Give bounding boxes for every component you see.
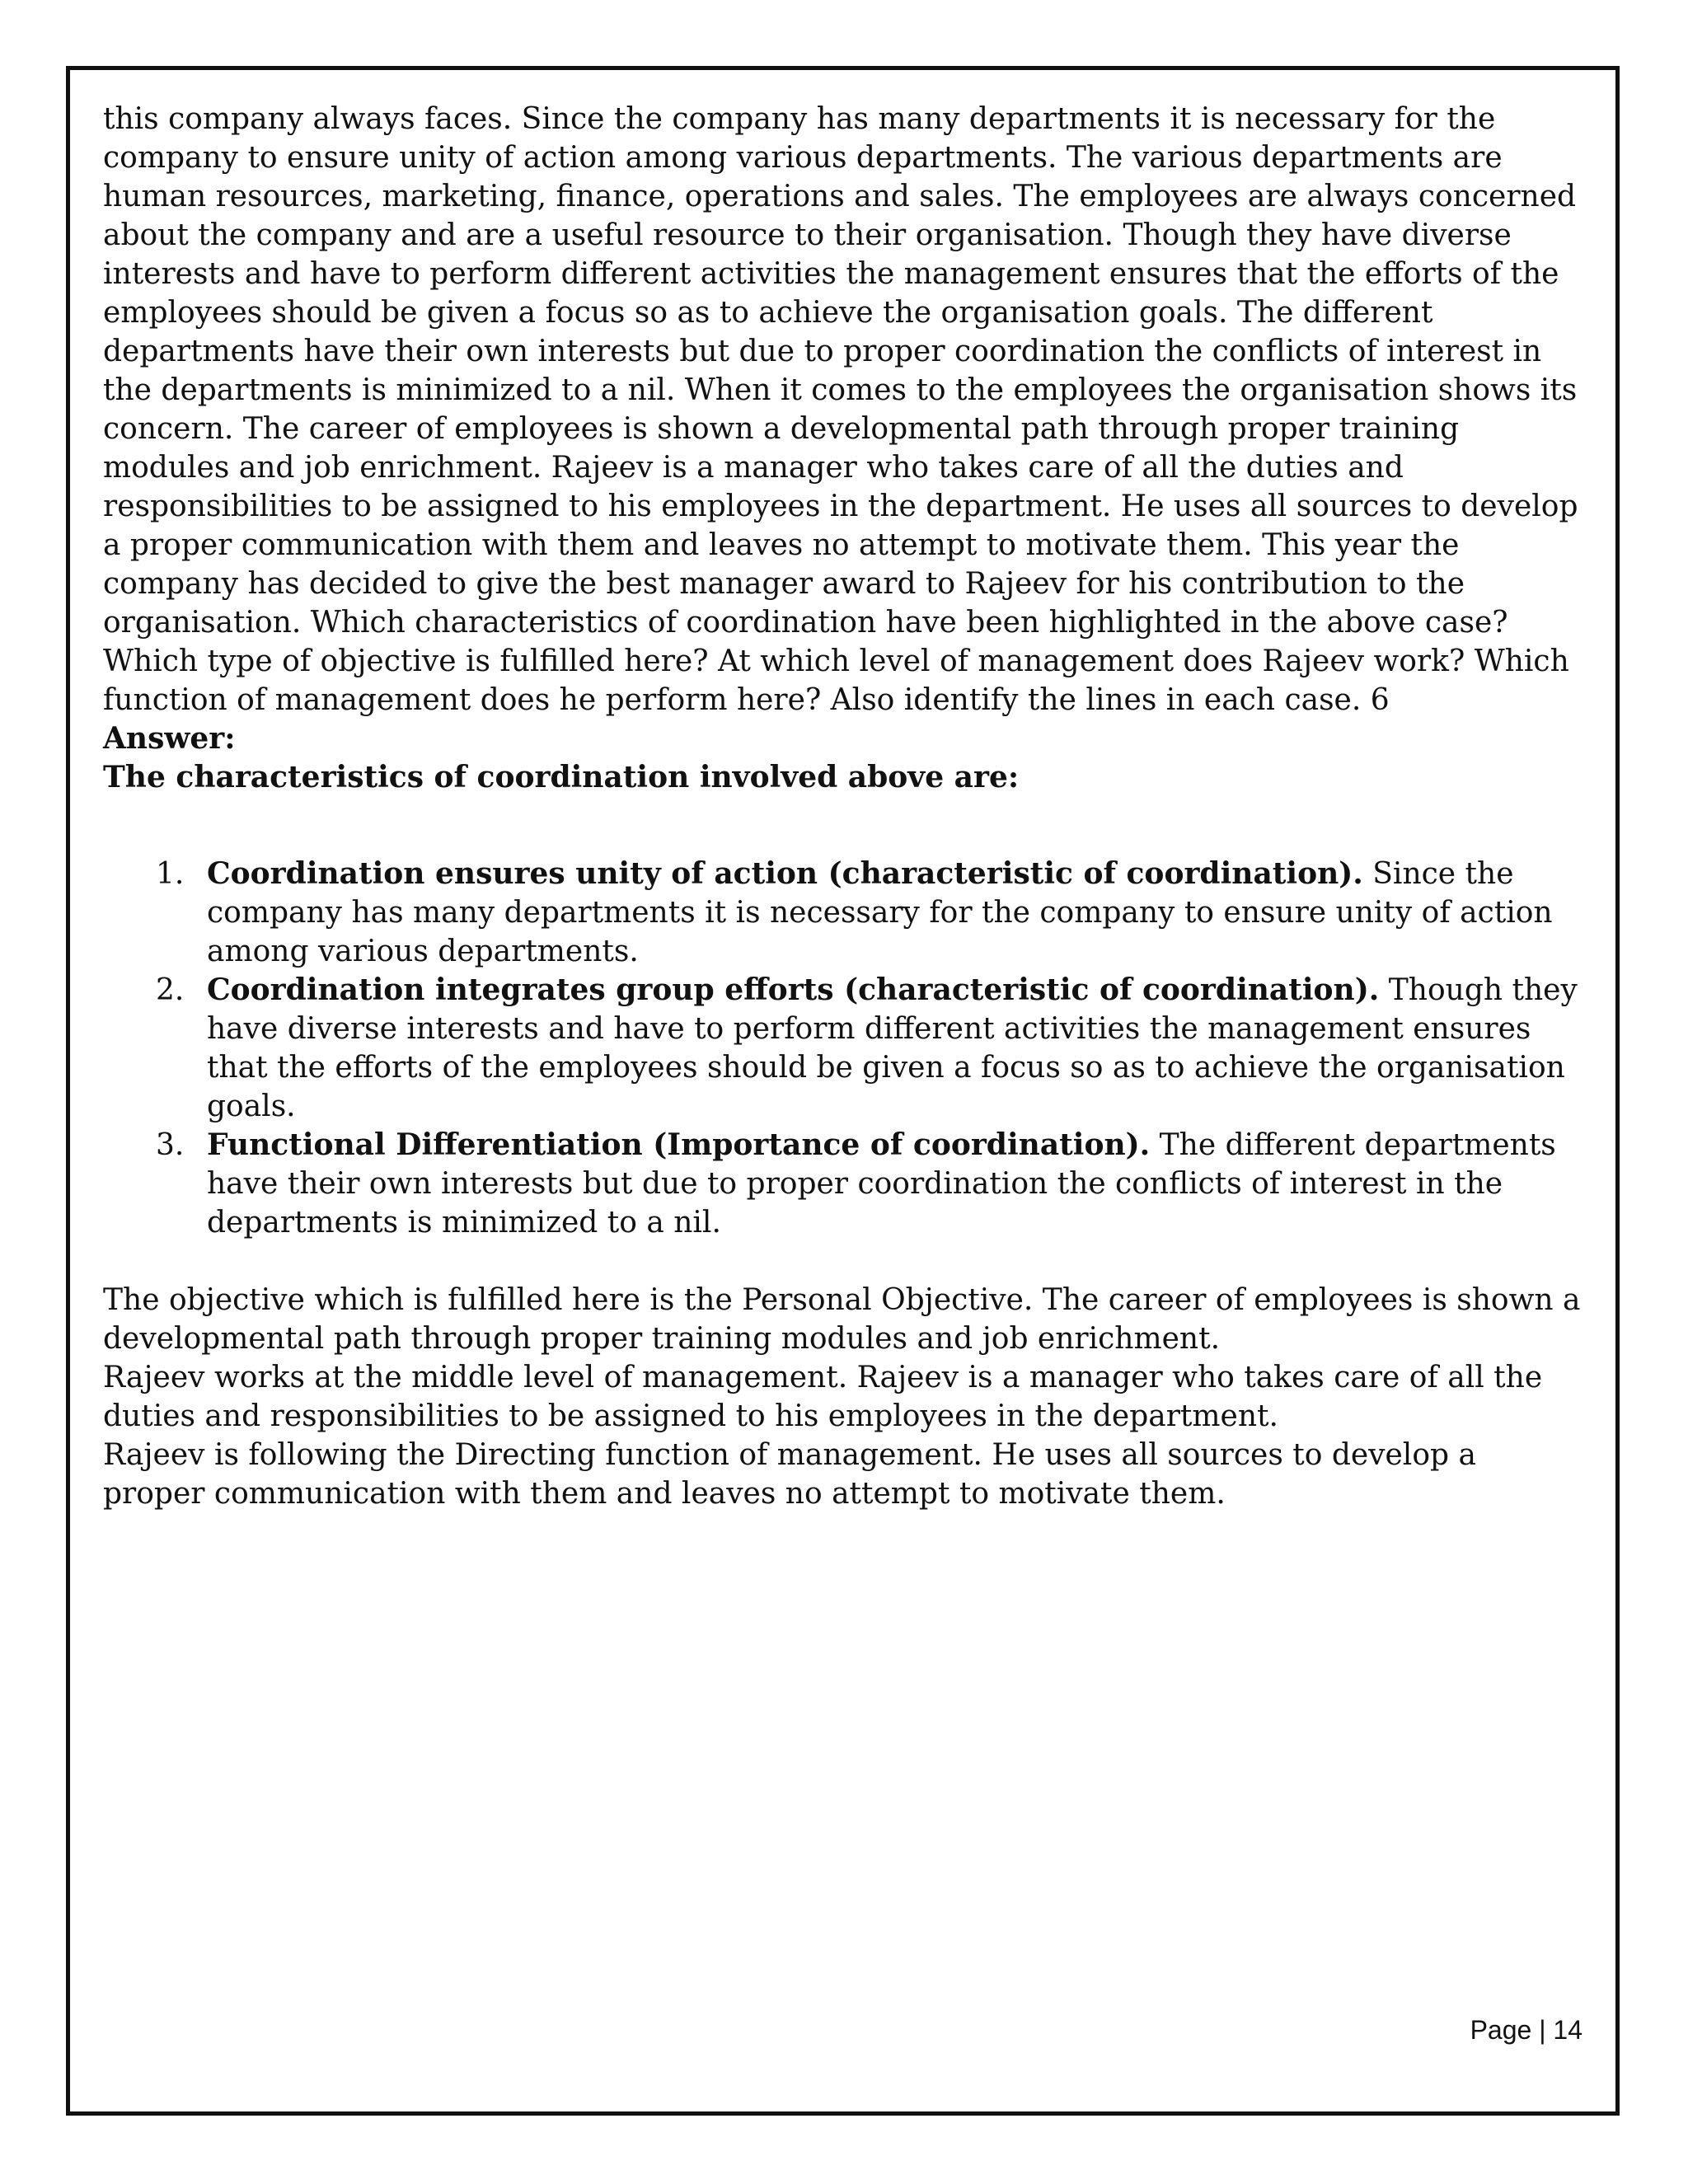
list-item-text: Since the company has many departments it is necessary for the company to ensure unity of action among various departments. <box>207 857 1553 968</box>
objective-paragraph: The objective which is fulfilled here is the Personal Objective. The career of employees is shown a developmental path through proper training modules and job enrichment. <box>103 1283 1581 1356</box>
list-item-bold: Functional Differentiation (Importance of coordination). <box>207 1127 1151 1162</box>
list-item <box>103 971 1587 1126</box>
answer-label: Answer: <box>103 721 236 756</box>
function-paragraph: Rajeev is following the Directing function of management. He uses all sources to develop a proper communication with them and leaves no attempt to motivate them. <box>103 1438 1476 1511</box>
list-item-text: Though they have diverse interests and have to perform different activities the management ensures that the efforts of the employees should be given a focus so as to achieve the organisation goals. <box>207 973 1578 1123</box>
page-frame <box>66 66 1620 2116</box>
list-item-bold: Coordination integrates group efforts (characteristic of coordination). <box>207 972 1380 1007</box>
question-paragraph: this company always faces. Since the company has many departments it is necessary for the company to ensure unity of action among various departments. The various departments are human resources, marketing, finance, operations and sales. The employees are always concerned about the company and are a useful resource to their organisation. Though they have diverse interests and have to perform different activities the management ensures that the efforts of the employees should be given a focus so as to achieve the organisation goals. The different departments have their own interests but due to proper coordination the conflicts of interest in the departments is minimized to a nil. When it comes to the employees the organisation shows its concern. The career of employees is shown a developmental path through proper training modules and job enrichment. Rajeev is a manager who takes care of all the duties and responsibilities to be assigned to his employees in the department. He uses all sources to develop a proper communication with them and leaves no attempt to motivate them. This year the company has decided to give the best manager award to Rajeev for his contribution to the organisation. Which characteristics of coordination have been highlighted in the above case? Which type of objective is fulfilled here? At which level of management does Rajeev work? Which function of management does he perform here? Also identify the lines in each case. 6 <box>103 102 1578 717</box>
list-item-bold: Coordination ensures unity of action (characteristic of coordination). <box>207 856 1363 891</box>
list-item <box>103 855 1587 971</box>
list-item <box>103 1126 1587 1242</box>
level-paragraph: Rajeev works at the middle level of management. Rajeev is a manager who takes care of all the duties and responsibilities to be assigned to his employees in the department. <box>103 1361 1543 1433</box>
page-number: Page | 14 <box>1470 2015 1582 2045</box>
page-content <box>103 100 1587 1513</box>
characteristics-heading: The characteristics of coordination involved above are: <box>103 760 1020 794</box>
list-item-number: 2. <box>156 973 185 1007</box>
list-item-number: 3. <box>156 1128 185 1162</box>
list-item-number: 1. <box>156 857 185 891</box>
list-item-text: The different departments have their own interests but due to proper coordination the conflicts of interest in the departments is minimized to a nil. <box>207 1128 1556 1240</box>
answer-list <box>103 855 1587 1242</box>
